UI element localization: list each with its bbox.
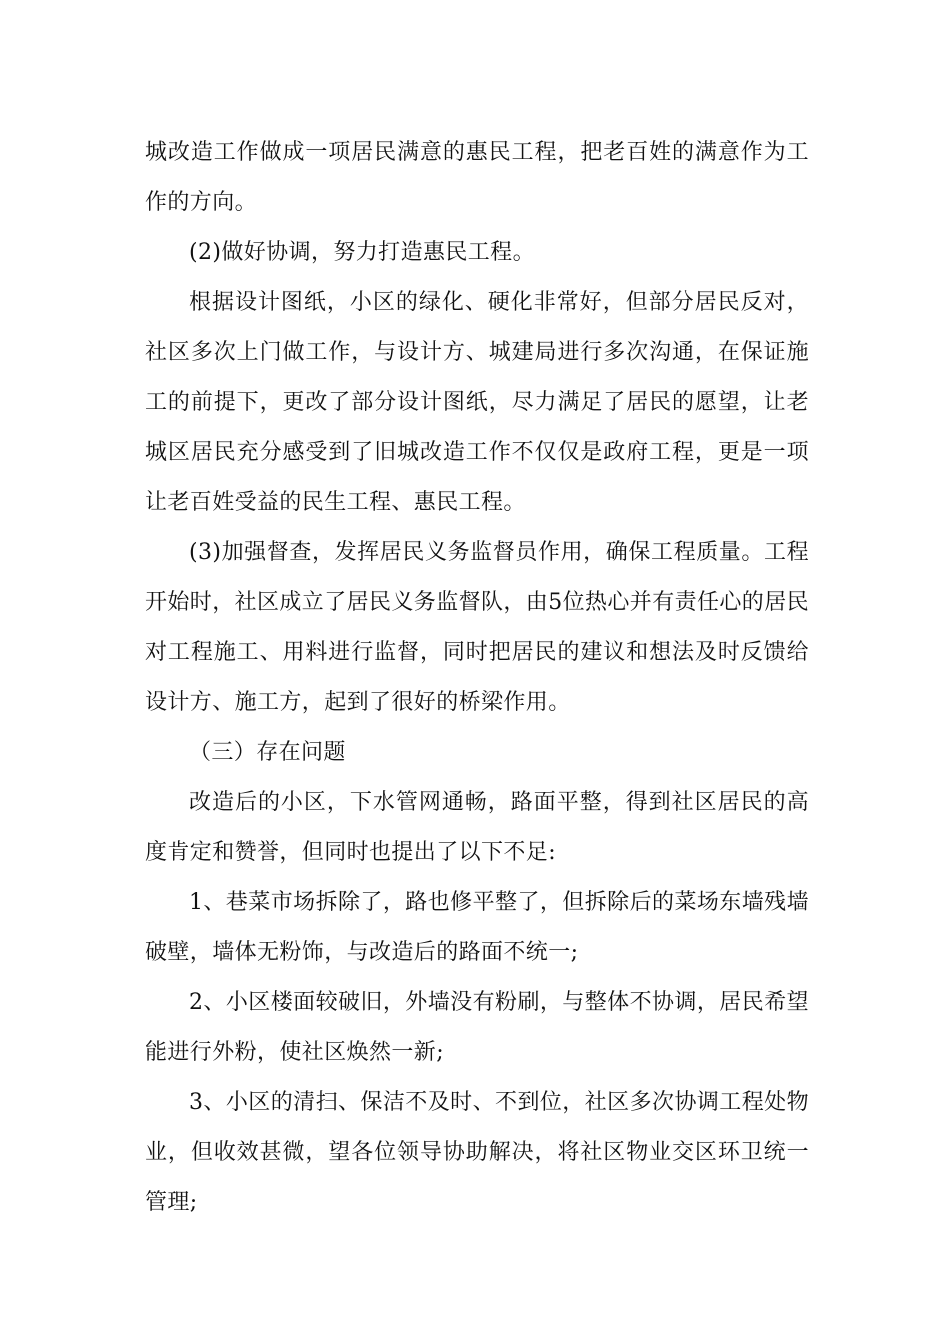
paragraph-item-2-heading: (2)做好协调，努力打造惠民工程。 [189, 240, 535, 265]
list-item-problem-3: 3、小区的清扫、保洁不及时、不到位，社区多次协调工程处物业，但收效甚微，望各位领导协助解决，将社区物业交区环卫统一管理; [145, 1090, 809, 1215]
paragraph-continuation: 城改造工作做成一项居民满意的惠民工程，把老百姓的满意作为工作的方向。 [145, 140, 809, 215]
list-item-problem-2: 2、小区楼面较破旧，外墙没有粉刷，与整体不协调，居民希望能进行外粉，使社区焕然一新; [145, 990, 809, 1065]
paragraph-problems-intro: 改造后的小区，下水管网通畅，路面平整，得到社区居民的高度肯定和赞誉，但同时也提出了以下不足: [145, 790, 809, 865]
list-item-problem-1: 1、巷菜市场拆除了，路也修平整了，但拆除后的菜场东墙残墙破壁，墙体无粉饰，与改造后的路面不统一; [145, 890, 809, 965]
document-body [145, 128, 809, 1228]
paragraph-design-coordination: 根据设计图纸，小区的绿化、硬化非常好，但部分居民反对，社区多次上门做工作，与设计方、城建局进行多次沟通，在保证施工的前提下，更改了部分设计图纸，尽力满足了居民的愿望，让老城区居民充分感受到了旧城改造工作不仅仅是政府工程，更是一项让老百姓受益的民生工程、惠民工程。 [145, 290, 809, 515]
paragraph-item-3-supervision: (3)加强督查，发挥居民义务监督员作用，确保工程质量。工程开始时，社区成立了居民义务监督队，由5位热心并有责任心的居民对工程施工、用料进行监督，同时把居民的建议和想法及时反馈给设计方、施工方，起到了很好的桥梁作用。 [145, 540, 809, 715]
section-heading-existing-problems: （三）存在问题 [189, 740, 346, 765]
